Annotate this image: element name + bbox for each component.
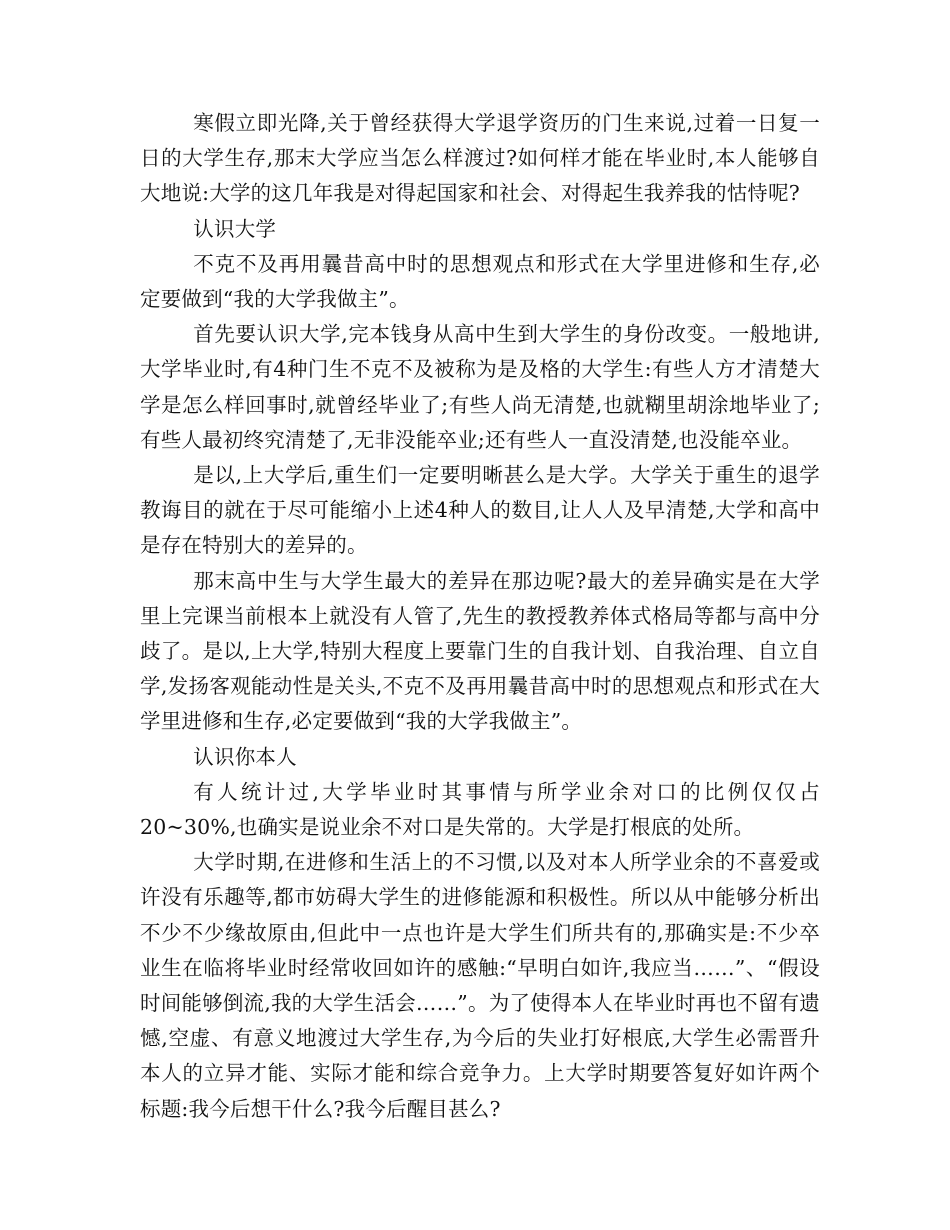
body-paragraph: 是以,上大学后,重生们一定要明晰甚么是大学。大学关于重生的退学教诲目的就在于尽可能缩小上述4种人的数目,让人人及早清楚,大学和高中是存在特别大的差异的。 xyxy=(140,463,820,558)
body-paragraph: 首先要认识大学,完本钱身从高中生到大学生的身份改变。一般地讲,大学毕业时,有4种门生不克不及被称为是及格的大学生:有些人方才清楚大学是怎么样回事时,就曾经毕业了;有些人尚无清楚,也就糊里胡涂地毕业了;有些人最初终究清楚了,无非没能卒业;还有些人一直没清楚,也没能卒业。 xyxy=(140,322,820,452)
body-paragraph: 大学时期,在进修和生活上的不习惯,以及对本人所学业余的不喜爱或许没有乐趣等,都市妨碍大学生的进修能源和积极性。所以从中能够分析出不少不少缘故原由,但此中一点也许是大学生们所共有的,那确实是:不少卒业生在临将毕业时经常收回如许的感触:“早明白如许,我应当……”、“假设时间能够倒流,我的大学生活会……”。为了使得本人在毕业时再也不留有遗憾,空虚、有意义地渡过大学生存,为今后的失业打好根底,大学生必需晋升本人的立异才能、实际才能和综合竞争力。上大学时期要答复好如许两个标题:我今后想干什么?我今后醒目甚么? xyxy=(140,850,820,1121)
section-heading-know-yourself: 认识你本人 xyxy=(193,744,297,769)
document-body xyxy=(140,106,820,1127)
body-paragraph: 不克不及再用曩昔高中时的思想观点和形式在大学里进修和生存,必定要做到“我的大学我做主”。 xyxy=(140,251,820,312)
intro-paragraph: 寒假立即光降,关于曾经获得大学退学资历的门生来说,过着一日复一日的大学生存,那末大学应当怎么样渡过?如何样才能在毕业时,本人能够自大地说:大学的这几年我是对得起国家和社会、对得起生我养我的怙恃呢? xyxy=(140,111,820,206)
body-paragraph: 有人统计过,大学毕业时其事情与所学业余对口的比例仅仅占20~30%,也确实是说业余不对口是失常的。大学是打根底的处所。 xyxy=(140,779,820,840)
section-heading-know-university: 认识大学 xyxy=(193,216,277,241)
body-paragraph: 那末高中生与大学生最大的差异在那边呢?最大的差异确实是在大学里上完课当前根本上就没有人管了,先生的教授教养体式格局等都与高中分歧了。是以,上大学,特别大程度上要靠门生的自我计划、自我治理、自立自学,发扬客观能动性是关头,不克不及再用曩昔高中时的思想观点和形式在大学里进修和生存,必定要做到“我的大学我做主”。 xyxy=(140,568,820,734)
